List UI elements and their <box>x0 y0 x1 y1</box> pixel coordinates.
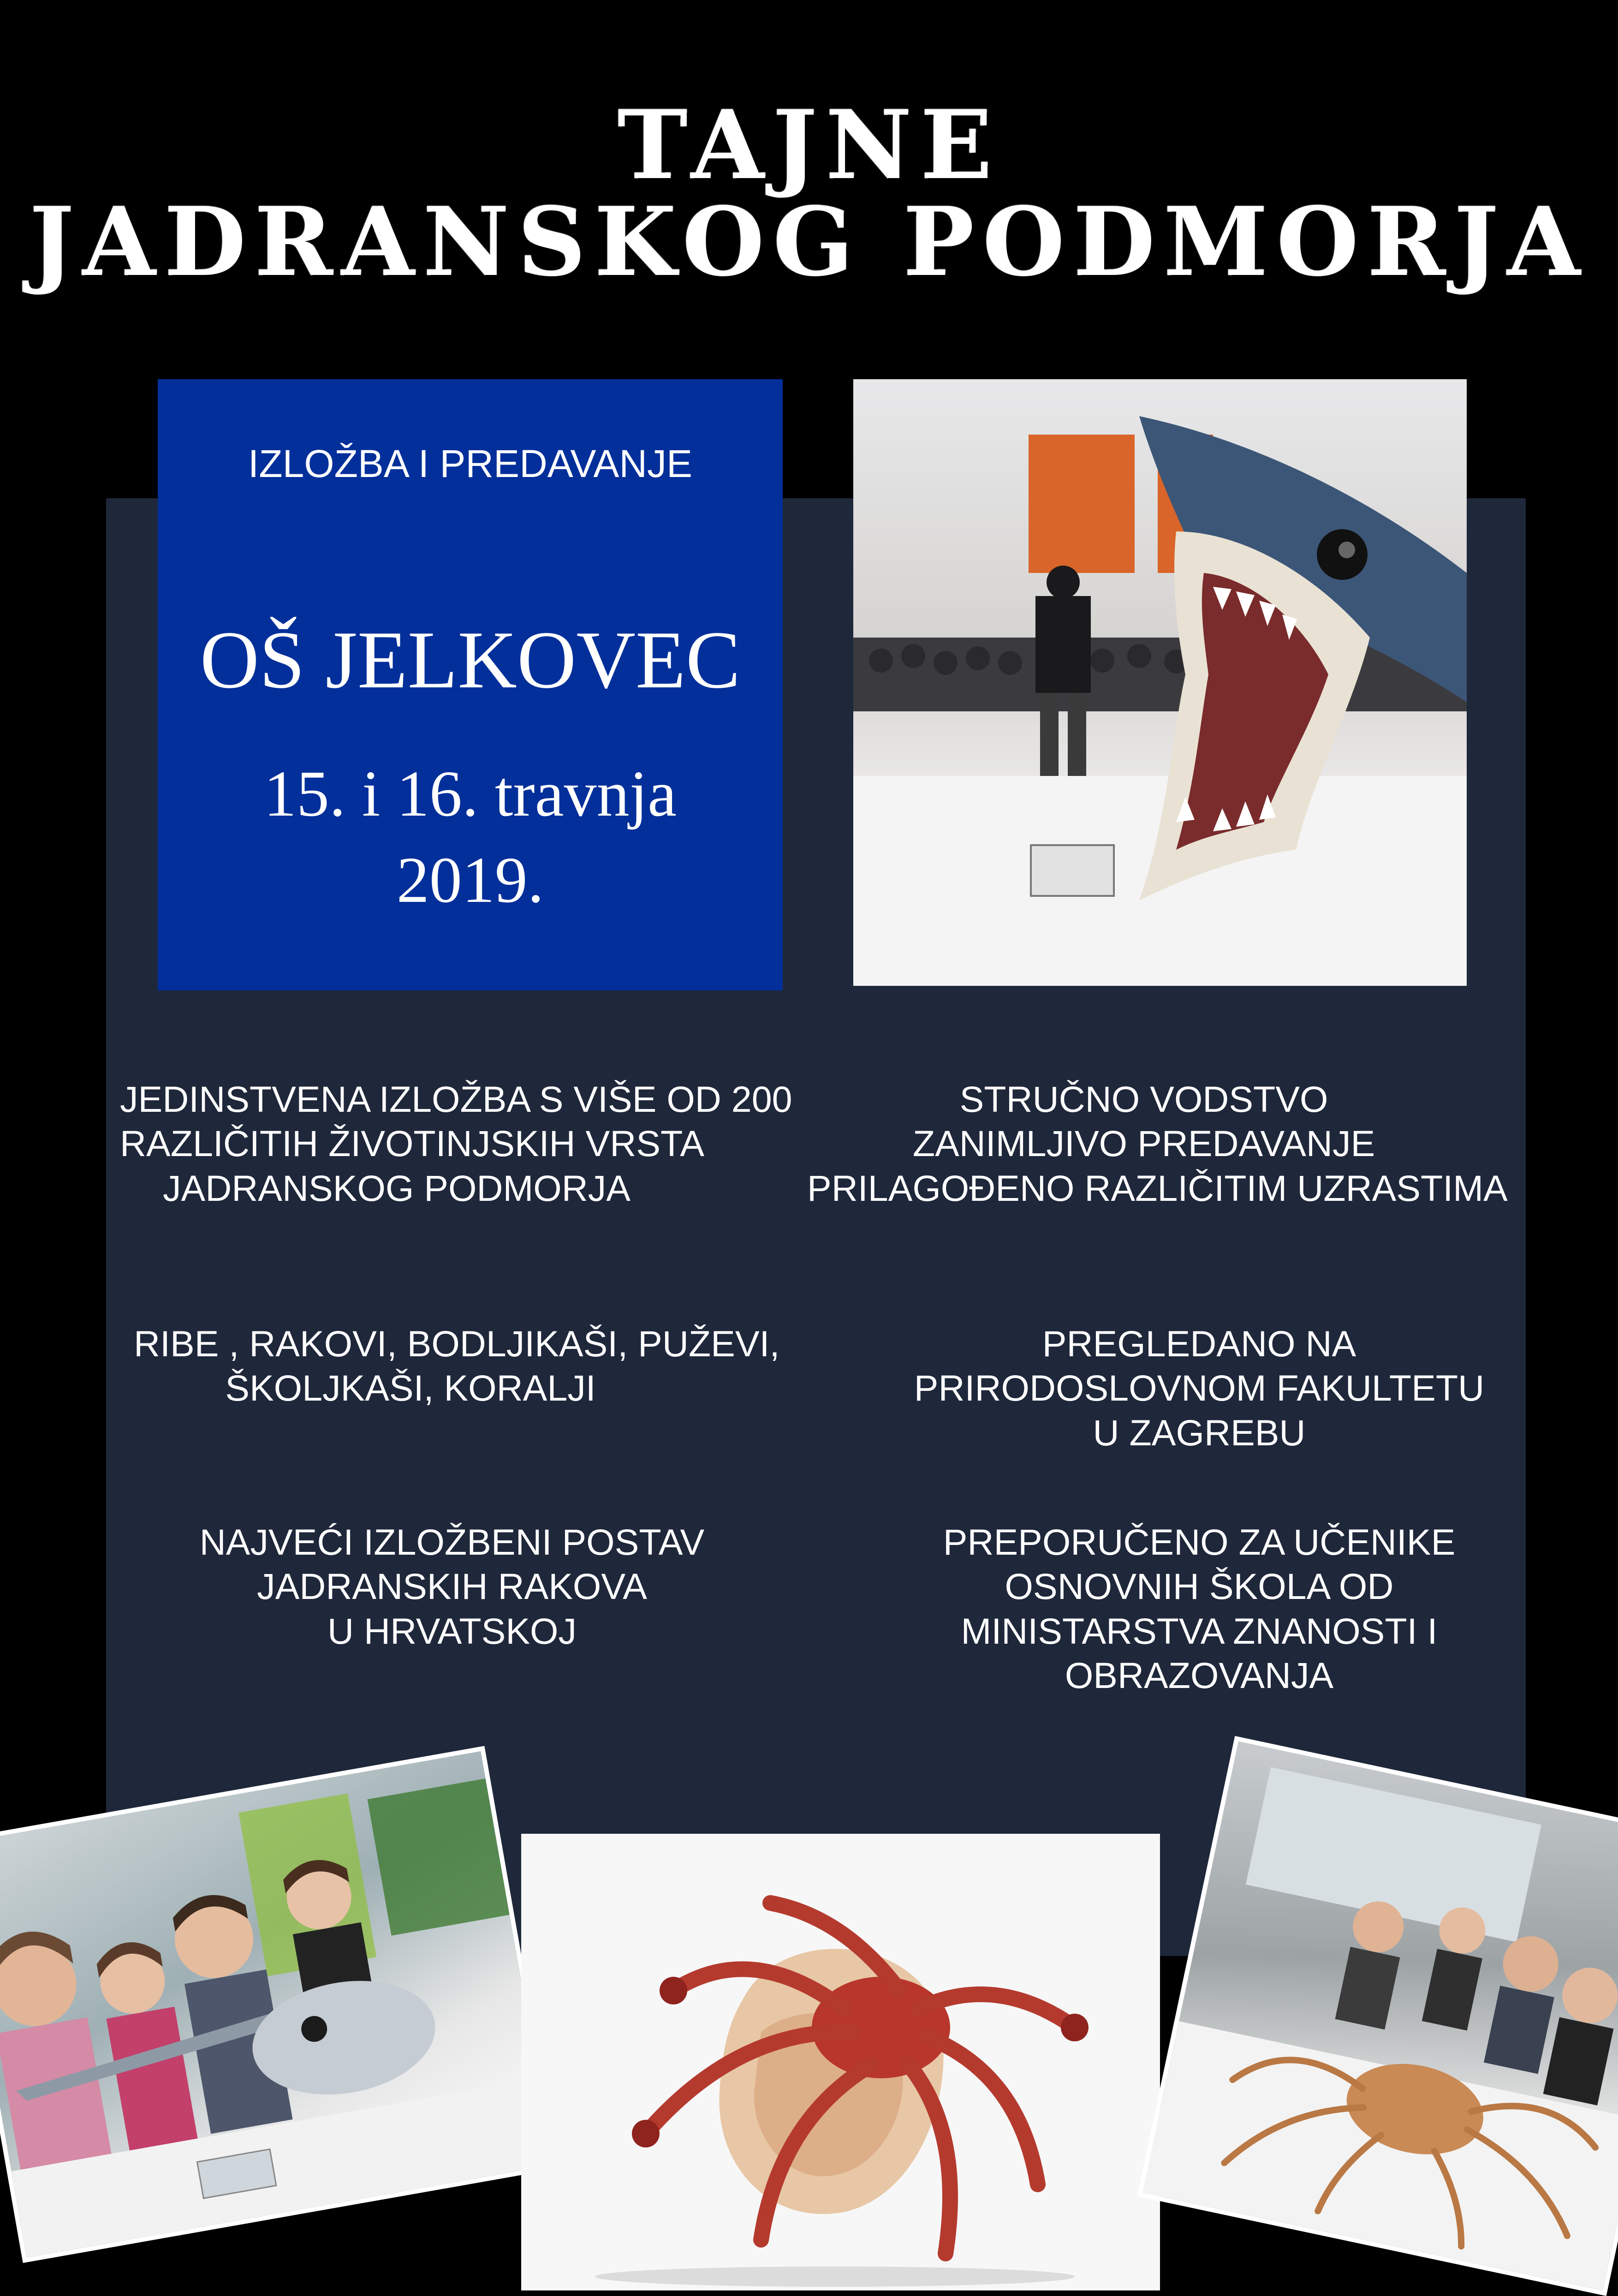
info-animal-groups <box>134 1322 780 1411</box>
info-line: JADRANSKOG PODMORJA <box>163 1167 631 1209</box>
shark-jaw-illustration <box>853 379 1467 986</box>
event-date-line-1: 15. i 16. travnja <box>263 757 677 830</box>
shark-jaw-photo <box>853 379 1467 986</box>
info-line: JADRANSKIH RAKOVA <box>257 1566 647 1607</box>
poster-title-line-1: TAJNE <box>617 90 1001 201</box>
info-line: ZANIMLJIVO PREDAVANJE <box>912 1123 1375 1164</box>
info-line: OBRAZOVANJA <box>1065 1655 1334 1696</box>
poster-title-line-2: JADRANSKOG PODMORJA <box>29 187 1589 298</box>
info-line: PREPORUČENO ZA UČENIKE <box>943 1521 1456 1562</box>
info-line: U HRVATSKOJ <box>327 1610 577 1652</box>
info-line: MINISTARSTVA ZNANOSTI I <box>961 1610 1438 1652</box>
info-line: OSNOVNIH ŠKOLA OD <box>1005 1566 1394 1607</box>
hermit-crab-illustration <box>521 1834 1160 2290</box>
info-line: RIBE , RAKOVI, BODLJIKAŠI, PUŽEVI, <box>134 1323 780 1364</box>
info-line: RAZLIČITIH ŽIVOTINJSKIH VRSTA <box>120 1123 705 1164</box>
info-line: JEDINSTVENA IZLOŽBA S VIŠE OD 200 <box>120 1079 792 1120</box>
hermit-crab-photo <box>521 1834 1160 2290</box>
info-line: PRILAGOĐENO RAZLIČITIM UZRASTIMA <box>807 1167 1508 1209</box>
info-unique-exhibition <box>120 1077 792 1211</box>
children-swordfish-photo <box>0 1746 559 2263</box>
info-line: PRIRODOSLOVNOM FAKULTETU <box>914 1367 1485 1409</box>
event-subtitle: IZLOŽBA I PREDAVANJE <box>248 442 693 485</box>
info-largest-crab-display <box>175 1520 729 1653</box>
info-recommended-ministry <box>899 1520 1499 1698</box>
info-line: ŠKOLJKAŠI, KORALJI <box>225 1367 596 1409</box>
info-reviewed-faculty <box>899 1322 1499 1455</box>
info-line: STRUČNO VODSTVO <box>959 1079 1328 1120</box>
school-name: OŠ JELKOVEC <box>200 614 741 705</box>
event-date-line-2: 2019. <box>396 843 544 917</box>
info-line: NAJVEĆI IZLOŽBENI POSTAV <box>199 1521 705 1562</box>
info-line: U ZAGREBU <box>1093 1412 1306 1453</box>
event-info-box <box>158 379 783 990</box>
children-swordfish-illustration <box>0 1751 553 2258</box>
event-date <box>158 751 783 924</box>
info-expert-guidance <box>807 1077 1508 1211</box>
info-line: PREGLEDANO NA <box>1042 1323 1356 1364</box>
